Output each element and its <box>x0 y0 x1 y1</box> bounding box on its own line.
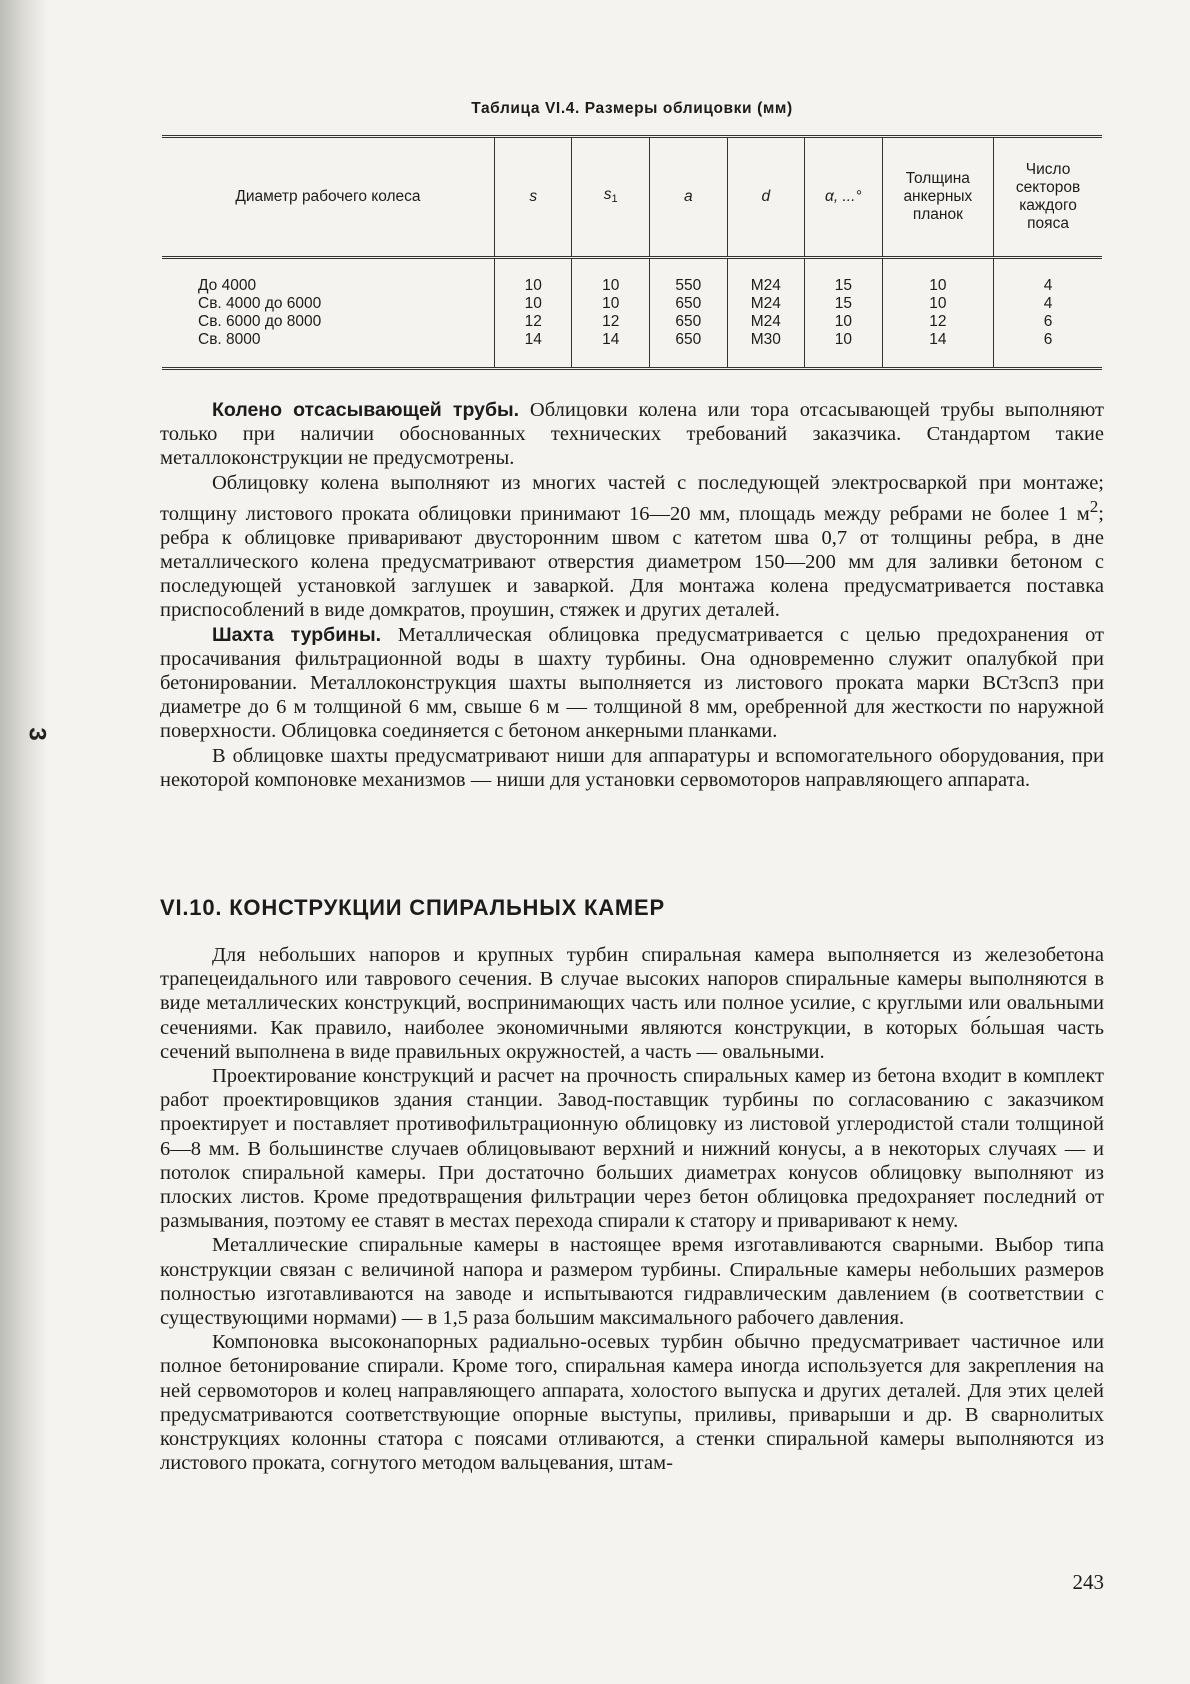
header-a-label: a <box>683 188 693 205</box>
column-sector-count <box>994 258 1102 369</box>
paragraph-spiral-design: Проектирование конструкций и расчет на прочность спиральных камер из бетона входит в комплект работ проектировщиков здания станции. Завод-поставщик турбины по согласованию с заказчиком проектирует и поставляет противофильтрационную облицовку из листовой углеродистой стали толщиной 6—8 мм. В большинстве случаев облицовывают верхний и нижний конусы, а в некоторых случаях — и потолок спиральной камеры. При достаточно больших диаметрах конусов облицовку выполняют из плоских листов. Кроме предотвращения фильтрации через бетон облицовка предохраняет последний от размывания, поэтому ее ставят в местах перехода спирали к статору и приваривают к нему. <box>160 1065 1104 1233</box>
margin-mark: 3 <box>23 727 51 741</box>
cell-s1: 12 <box>602 313 620 330</box>
paragraph-text: ; ребра к облицовке приваривают двусторонним швом с катетом шва 0,7 от толщины ребра, в дне металлического колена предусматривают отверстия диаметром 150—200 мм для заливки бетоном с последующей установкой заглушек и заваркой. Для монтажа колена предусматривается поставка приспособлений в виде домкратов, проушин, стяжек и других деталей. <box>160 502 1104 622</box>
header-d-label: d <box>761 188 771 205</box>
header-sectors-line: секторов <box>1015 179 1081 196</box>
cell-diameter: До 4000 <box>198 277 257 294</box>
cell-s1: 10 <box>602 277 620 294</box>
superscript: 2 <box>1089 496 1099 516</box>
header-s1-subscript: 1 <box>611 193 618 205</box>
paragraph-text: Облицовку колена выполняют из многих частей с последующей электросваркой при монтаже; толщину листового проката облицовки принимают 16—20 мм, площадь между ребрами не более 1 м <box>160 471 1104 525</box>
header-s <box>494 137 572 258</box>
paragraph-text: Облицовки колена или тора отсасывающей трубы выполняют только при наличии обоснованных технических требований заказчика. Стандартом такие металлоконструкции не предусмотрены. <box>160 399 1105 470</box>
header-sectors-line: пояса <box>1027 215 1069 232</box>
cell-alpha: 10 <box>834 313 852 330</box>
header-sector-count <box>994 137 1102 258</box>
cell-d: M24 <box>750 277 781 294</box>
cell-a: 550 <box>675 277 702 294</box>
cell-diameter: Св. 6000 до 8000 <box>198 313 322 330</box>
cell-a: 650 <box>675 331 702 348</box>
cell-a: 650 <box>675 313 702 330</box>
run-in-heading: Шахта турбины. <box>212 623 382 646</box>
header-anchor-line: анкерных <box>903 188 973 205</box>
cell-sectors: 6 <box>1043 313 1053 330</box>
column-s1 <box>572 258 650 369</box>
cell-anchor: 10 <box>929 277 947 294</box>
cell-anchor: 10 <box>929 295 947 312</box>
cell-s: 12 <box>524 313 542 330</box>
lining-dimensions-table <box>162 135 1102 370</box>
header-d <box>727 137 805 258</box>
table-header-row <box>162 137 1102 258</box>
run-in-heading: Колено отсасывающей трубы. <box>212 399 520 421</box>
paragraph-turbine-shaft <box>160 623 1104 744</box>
cell-s: 10 <box>524 277 542 294</box>
table-body-row <box>162 258 1102 369</box>
header-sectors-line: каждого <box>1019 197 1077 214</box>
cell-diameter: Св. 4000 до 6000 <box>198 295 322 312</box>
column-diameter <box>162 258 494 369</box>
cell-s1: 14 <box>602 331 620 348</box>
paragraph-text: Металлическая облицовка предусматривается с целью предохранения от просачивания фильтрационной воды в шахту турбины. Она одновременно служит опалубкой при бетонировании. Металлоконструкция шахты выполняется из листового проката марки ВСт3сп3 при диаметре до 6 м толщиной 6 мм, свыше 6 м — толщиной 8 мм, оребренной для жесткости по наружной поверхности. Облицовка соединяется с бетоном анкерными планками. <box>160 623 1105 743</box>
paragraph-spiral-intro: Для небольших напоров и крупных турбин спиральная камера выполняется из железобетона трапецеидального или таврового сечения. В случае высоких напоров спиральные камеры выполняются в виде металлических конструкций, воспринимающих часть или полное усилие, с круглыми или овальными сечениями. Как правило, наиболее экономичными являются конструкции, в которых бо́льшая часть сечений выполнена в виде правильных окружностей, а часть — овальными. <box>160 944 1104 1063</box>
cell-sectors: 4 <box>1043 277 1053 294</box>
paragraph-elbow-lining <box>160 471 1104 623</box>
header-s1 <box>572 137 650 258</box>
section-spiral-casings <box>160 943 1104 1475</box>
paragraph-shaft-niches: В облицовке шахты предусматривают ниши для аппаратуры и вспомогательного оборудования, при некоторой компоновке механизмов — ниши для установки сервомоторов направляющего аппарата. <box>160 744 1104 791</box>
cell-a: 650 <box>675 295 702 312</box>
header-alpha-label: α, ...° <box>825 188 862 205</box>
cell-d: M30 <box>750 331 781 348</box>
column-d <box>727 258 805 369</box>
paragraph-draft-tube-elbow <box>160 398 1104 471</box>
header-s-label: s <box>529 188 538 205</box>
header-anchor-thickness <box>882 137 994 258</box>
cell-anchor: 14 <box>929 331 947 348</box>
binding-shadow <box>0 0 48 1684</box>
cell-sectors: 4 <box>1043 295 1053 312</box>
column-anchor-thickness <box>882 258 994 369</box>
cell-s1: 10 <box>602 295 620 312</box>
section-heading: VI.10. КОНСТРУКЦИИ СПИРАЛЬНЫХ КАМЕР <box>160 895 665 920</box>
cell-d: M24 <box>750 313 781 330</box>
section-draft-tube-and-shaft <box>160 398 1104 792</box>
header-sectors-line: Число <box>1025 161 1071 178</box>
cell-sectors: 6 <box>1043 331 1053 348</box>
cell-s: 10 <box>524 295 542 312</box>
header-a <box>650 137 728 258</box>
column-s <box>494 258 572 369</box>
header-diameter: Диаметр рабочего колеса <box>162 137 494 258</box>
page-number: 243 <box>1072 1570 1104 1594</box>
table-caption: Таблица VI.4. Размеры облицовки (мм) <box>471 100 793 117</box>
cell-alpha: 15 <box>834 295 852 312</box>
cell-d: M24 <box>750 295 781 312</box>
header-s1-label: s <box>603 186 612 203</box>
cell-anchor: 12 <box>929 313 947 330</box>
paragraph-spiral-welded: Металлические спиральные камеры в настоящее время изготавливаются сварными. Выбор типа конструкции связан с величиной напора и размером турбины. Спиральные камеры небольших размеров полностью изготавливаются на заводе и испытываются гидравлическим давлением (в соответствии с существующими нормами) — в 1,5 раза большим максимального рабочего давления. <box>160 1234 1104 1330</box>
paragraph-spiral-layout: Компоновка высоконапорных радиально-осевых турбин обычно предусматривает частичное или полное бетонирование спирали. Кроме того, спиральная камера иногда используется для закрепления на ней сервомоторов и колец направляющего аппарата, холостого выпуска и других деталей. Для этих целей предусматриваются соответствующие опорные выступы, приливы, приварыши и др. В сварнолитых конструкциях колонны статора с поясами отливаются, а стенки спиральной камеры выполняются из листового проката, согнутого методом вальцевания, штам- <box>160 1331 1104 1475</box>
header-anchor-line: Толщина <box>905 170 970 187</box>
cell-s: 14 <box>524 331 542 348</box>
header-anchor-line: планок <box>912 206 963 223</box>
header-alpha <box>805 137 883 258</box>
cell-alpha: 15 <box>834 277 852 294</box>
cell-alpha: 10 <box>834 331 852 348</box>
cell-diameter: Св. 8000 <box>198 331 261 348</box>
column-a <box>650 258 728 369</box>
column-alpha <box>805 258 883 369</box>
